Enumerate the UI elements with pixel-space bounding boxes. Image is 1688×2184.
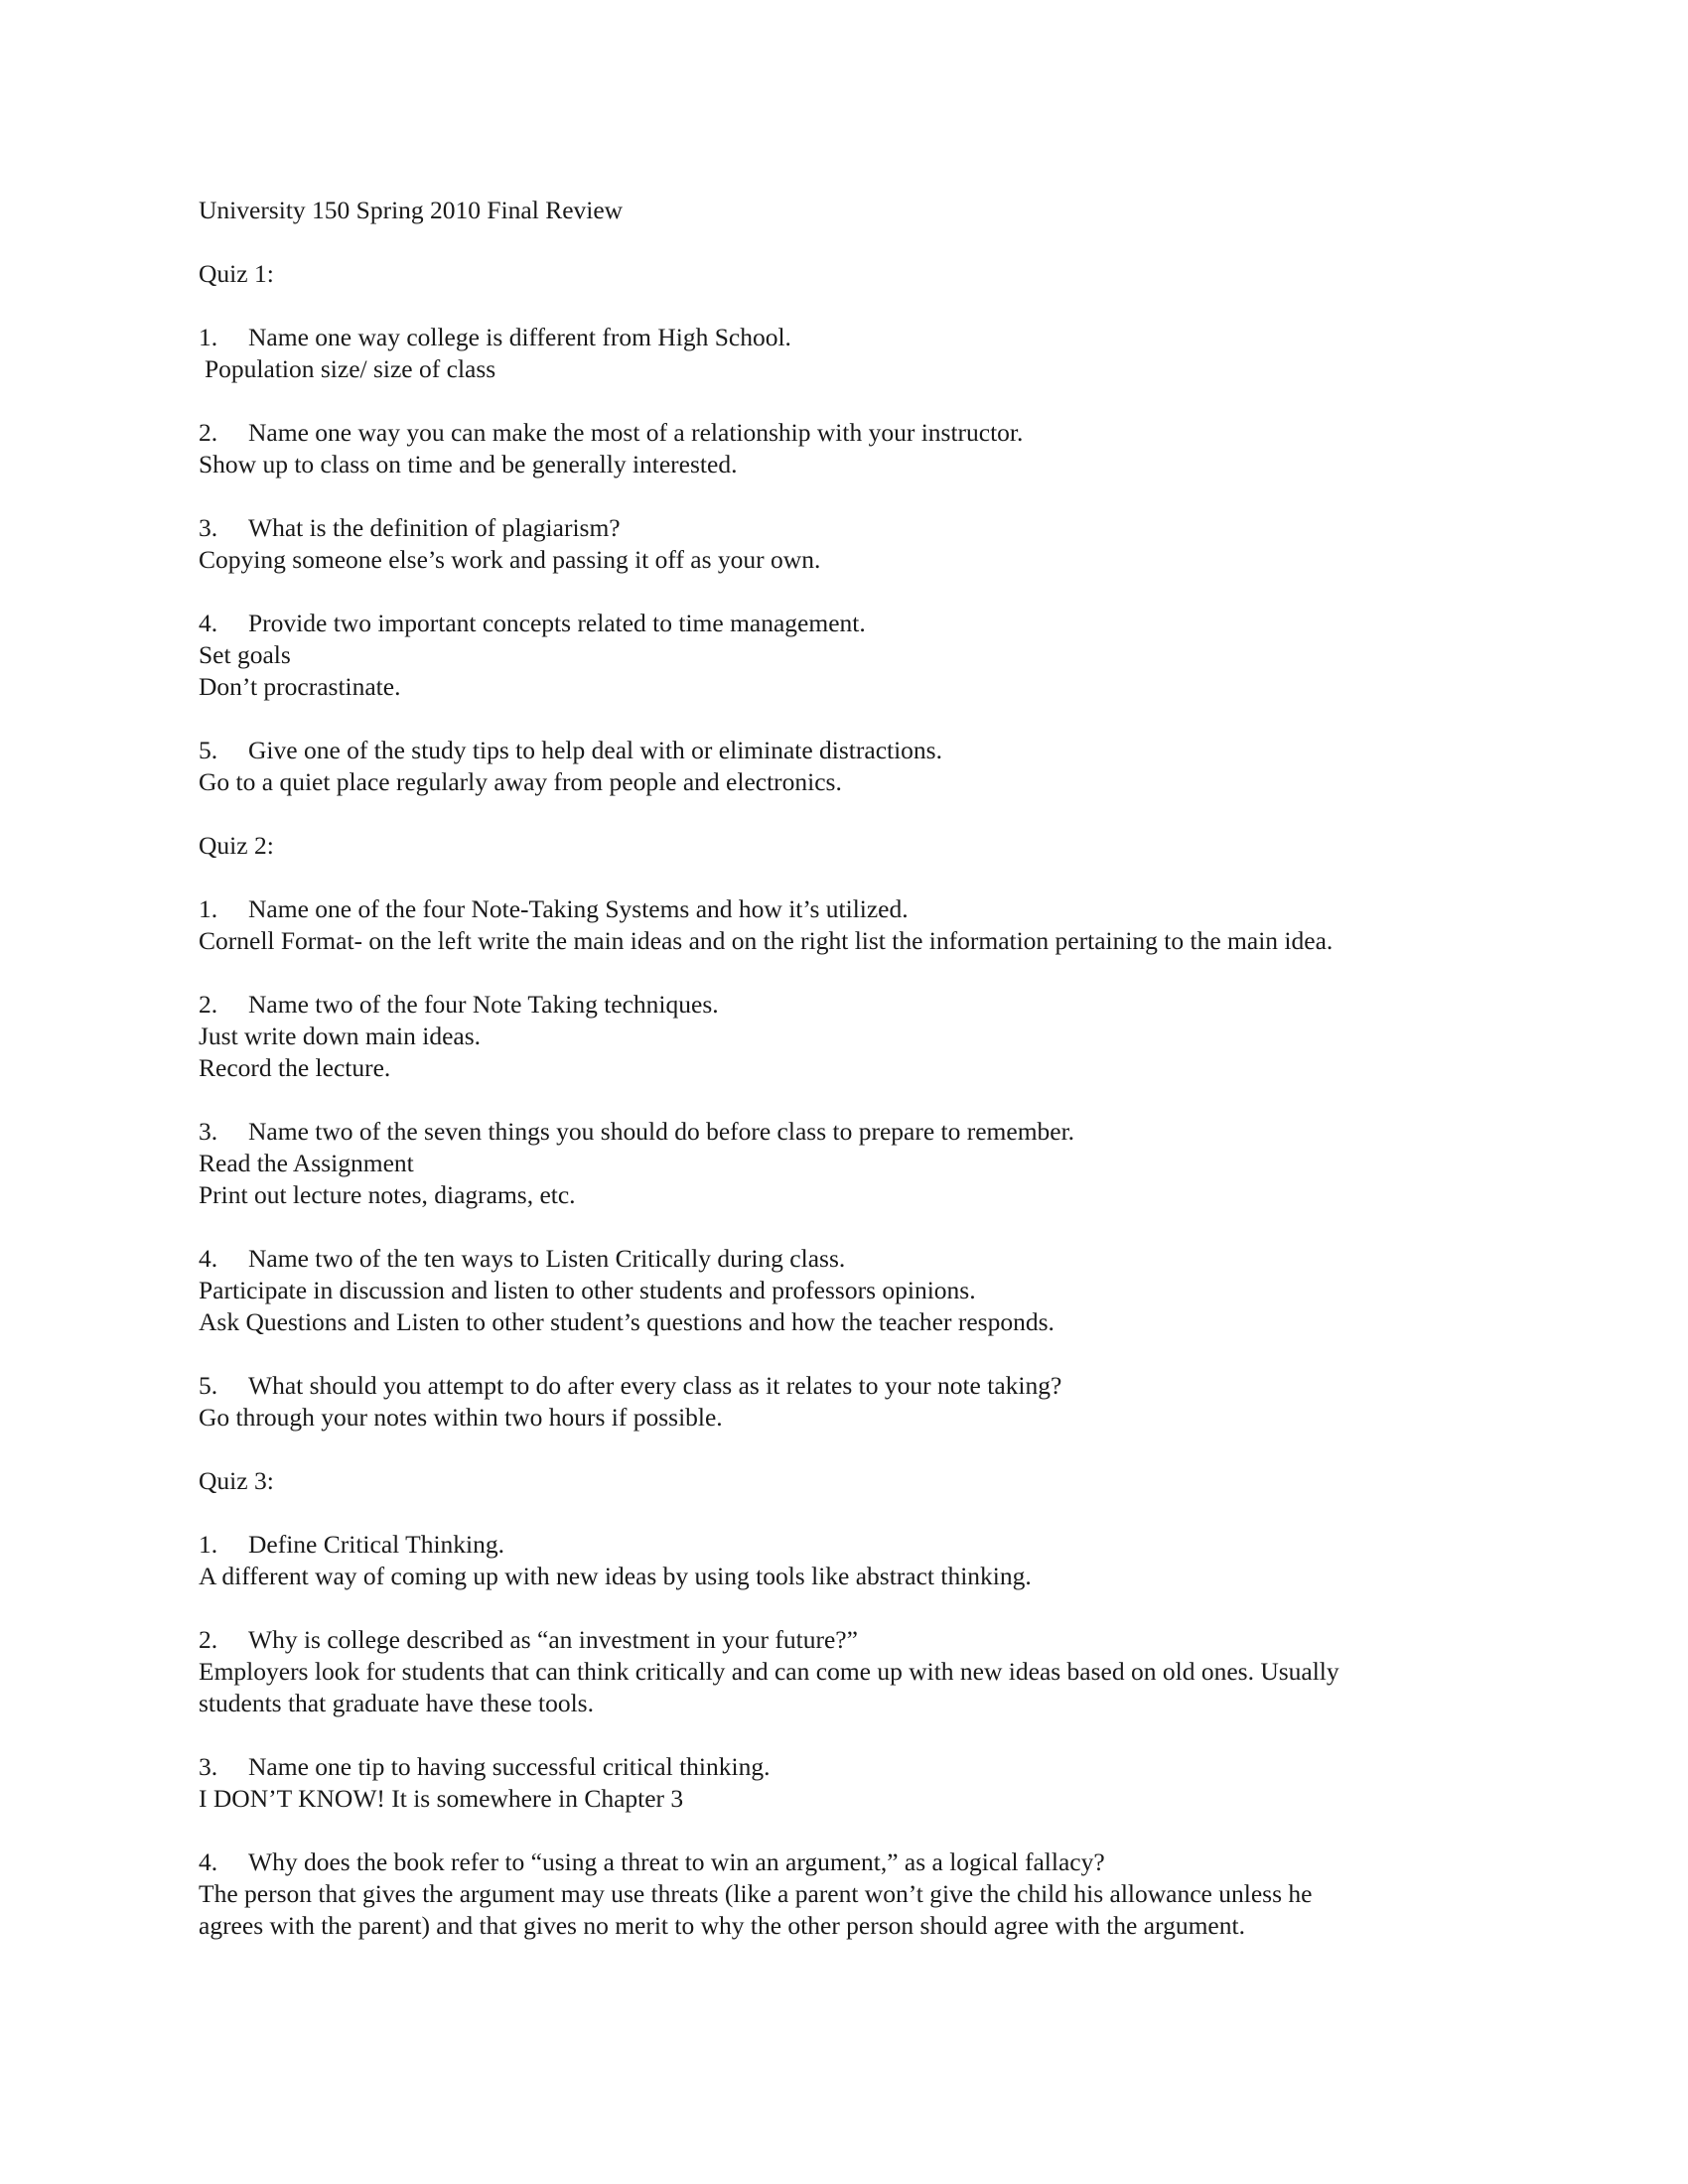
answer-text: Show up to class on time and be generally interested. (199, 450, 738, 478)
answer-text: Just write down main ideas. (199, 1022, 481, 1050)
question-text: Why is college described as “an investment in your future?” (248, 1625, 858, 1654)
question-item (199, 608, 1489, 703)
question-number: 4. (199, 1244, 218, 1273)
question-text: Name one way you can make the most of a relationship with your instructor. (248, 418, 1024, 447)
question-number: 5. (199, 736, 218, 764)
question-item (199, 322, 1489, 385)
question-item (199, 417, 1489, 480)
question-item (199, 1751, 1489, 1815)
question-line (199, 417, 1489, 449)
question-item (199, 1116, 1489, 1211)
answer-text: A different way of coming up with new ideas by using tools like abstract thinking. (199, 1562, 1032, 1590)
question-line (199, 893, 1489, 925)
question-item (199, 989, 1489, 1084)
answer-text: Employers look for students that can think critically and can come up with new ideas based on old ones. Usually (199, 1657, 1339, 1686)
question-number: 5. (199, 1371, 218, 1400)
question-text: Define Critical Thinking. (248, 1530, 505, 1559)
quiz-heading: Quiz 2: (199, 831, 274, 860)
question-number: 1. (199, 1530, 218, 1559)
answer-text: Ask Questions and Listen to other student’s questions and how the teacher responds. (199, 1307, 1055, 1336)
question-text: Name one way college is different from High School. (248, 323, 791, 351)
answer-text: Copying someone else’s work and passing it off as your own. (199, 545, 821, 574)
question-number: 2. (199, 990, 218, 1019)
question-item (199, 1370, 1489, 1433)
question-item (199, 1529, 1489, 1592)
question-line (199, 322, 1489, 353)
question-line (199, 1624, 1489, 1656)
answer-text: agrees with the parent) and that gives no merit to why the other person should agree with the argument. (199, 1911, 1245, 1940)
question-text: Name one tip to having successful critical thinking. (248, 1752, 771, 1781)
answer-text: Record the lecture. (199, 1053, 391, 1082)
question-line (199, 1370, 1489, 1402)
question-number: 2. (199, 1625, 218, 1654)
question-text: Name one of the four Note-Taking Systems and how it’s utilized. (248, 894, 909, 923)
question-number: 2. (199, 418, 218, 447)
question-line (199, 512, 1489, 544)
question-text: What is the definition of plagiarism? (248, 513, 621, 542)
question-number: 3. (199, 513, 218, 542)
question-line (199, 1751, 1489, 1783)
answer-text: Go to a quiet place regularly away from people and electronics. (199, 767, 842, 796)
quiz-section-2 (199, 830, 1489, 1433)
question-number: 4. (199, 1847, 218, 1876)
answer-text: students that graduate have these tools. (199, 1689, 594, 1717)
question-text: Name two of the four Note Taking techniques. (248, 990, 719, 1019)
question-number: 3. (199, 1752, 218, 1781)
question-number: 1. (199, 894, 218, 923)
question-line (199, 1529, 1489, 1561)
question-item (199, 735, 1489, 798)
answer-text: The person that gives the argument may use threats (like a parent won’t give the child his allowance unless he (199, 1879, 1313, 1908)
question-text: Provide two important concepts related to time management. (248, 609, 866, 637)
question-item (199, 893, 1489, 957)
question-text: What should you attempt to do after every class as it relates to your note taking? (248, 1371, 1062, 1400)
answer-text: Participate in discussion and listen to other students and professors opinions. (199, 1276, 976, 1304)
answer-text: Set goals (199, 640, 291, 669)
answer-text: Cornell Format- on the left write the main ideas and on the right list the information pertaining to the main idea. (199, 926, 1334, 955)
answer-text: Population size/ size of class (205, 354, 496, 383)
question-item (199, 512, 1489, 576)
question-number: 4. (199, 609, 218, 637)
question-item (199, 1243, 1489, 1338)
question-item (199, 1846, 1489, 1942)
question-line (199, 735, 1489, 766)
quiz-section-1 (199, 258, 1489, 798)
answer-text: Read the Assignment (199, 1149, 414, 1177)
answer-text: I DON’T KNOW! It is somewhere in Chapter 3 (199, 1784, 684, 1813)
answer-text: Don’t procrastinate. (199, 672, 401, 701)
document-title: University 150 Spring 2010 Final Review (199, 196, 624, 224)
question-number: 1. (199, 323, 218, 351)
quiz-heading: Quiz 3: (199, 1466, 274, 1495)
question-line (199, 1846, 1489, 1878)
question-line (199, 608, 1489, 639)
quiz-section-3 (199, 1465, 1489, 1942)
question-text: Name two of the seven things you should do before class to prepare to remember. (248, 1117, 1075, 1146)
question-line (199, 989, 1489, 1021)
question-item (199, 1624, 1489, 1719)
quiz-heading: Quiz 1: (199, 259, 274, 288)
document-page (199, 195, 1489, 1974)
answer-text: Print out lecture notes, diagrams, etc. (199, 1180, 576, 1209)
question-line (199, 1116, 1489, 1148)
answer-text: Go through your notes within two hours if possible. (199, 1403, 723, 1432)
question-text: Why does the book refer to “using a threat to win an argument,” as a logical fallacy? (248, 1847, 1105, 1876)
question-number: 3. (199, 1117, 218, 1146)
question-text: Name two of the ten ways to Listen Critically during class. (248, 1244, 846, 1273)
question-line (199, 1243, 1489, 1275)
question-text: Give one of the study tips to help deal with or eliminate distractions. (248, 736, 942, 764)
